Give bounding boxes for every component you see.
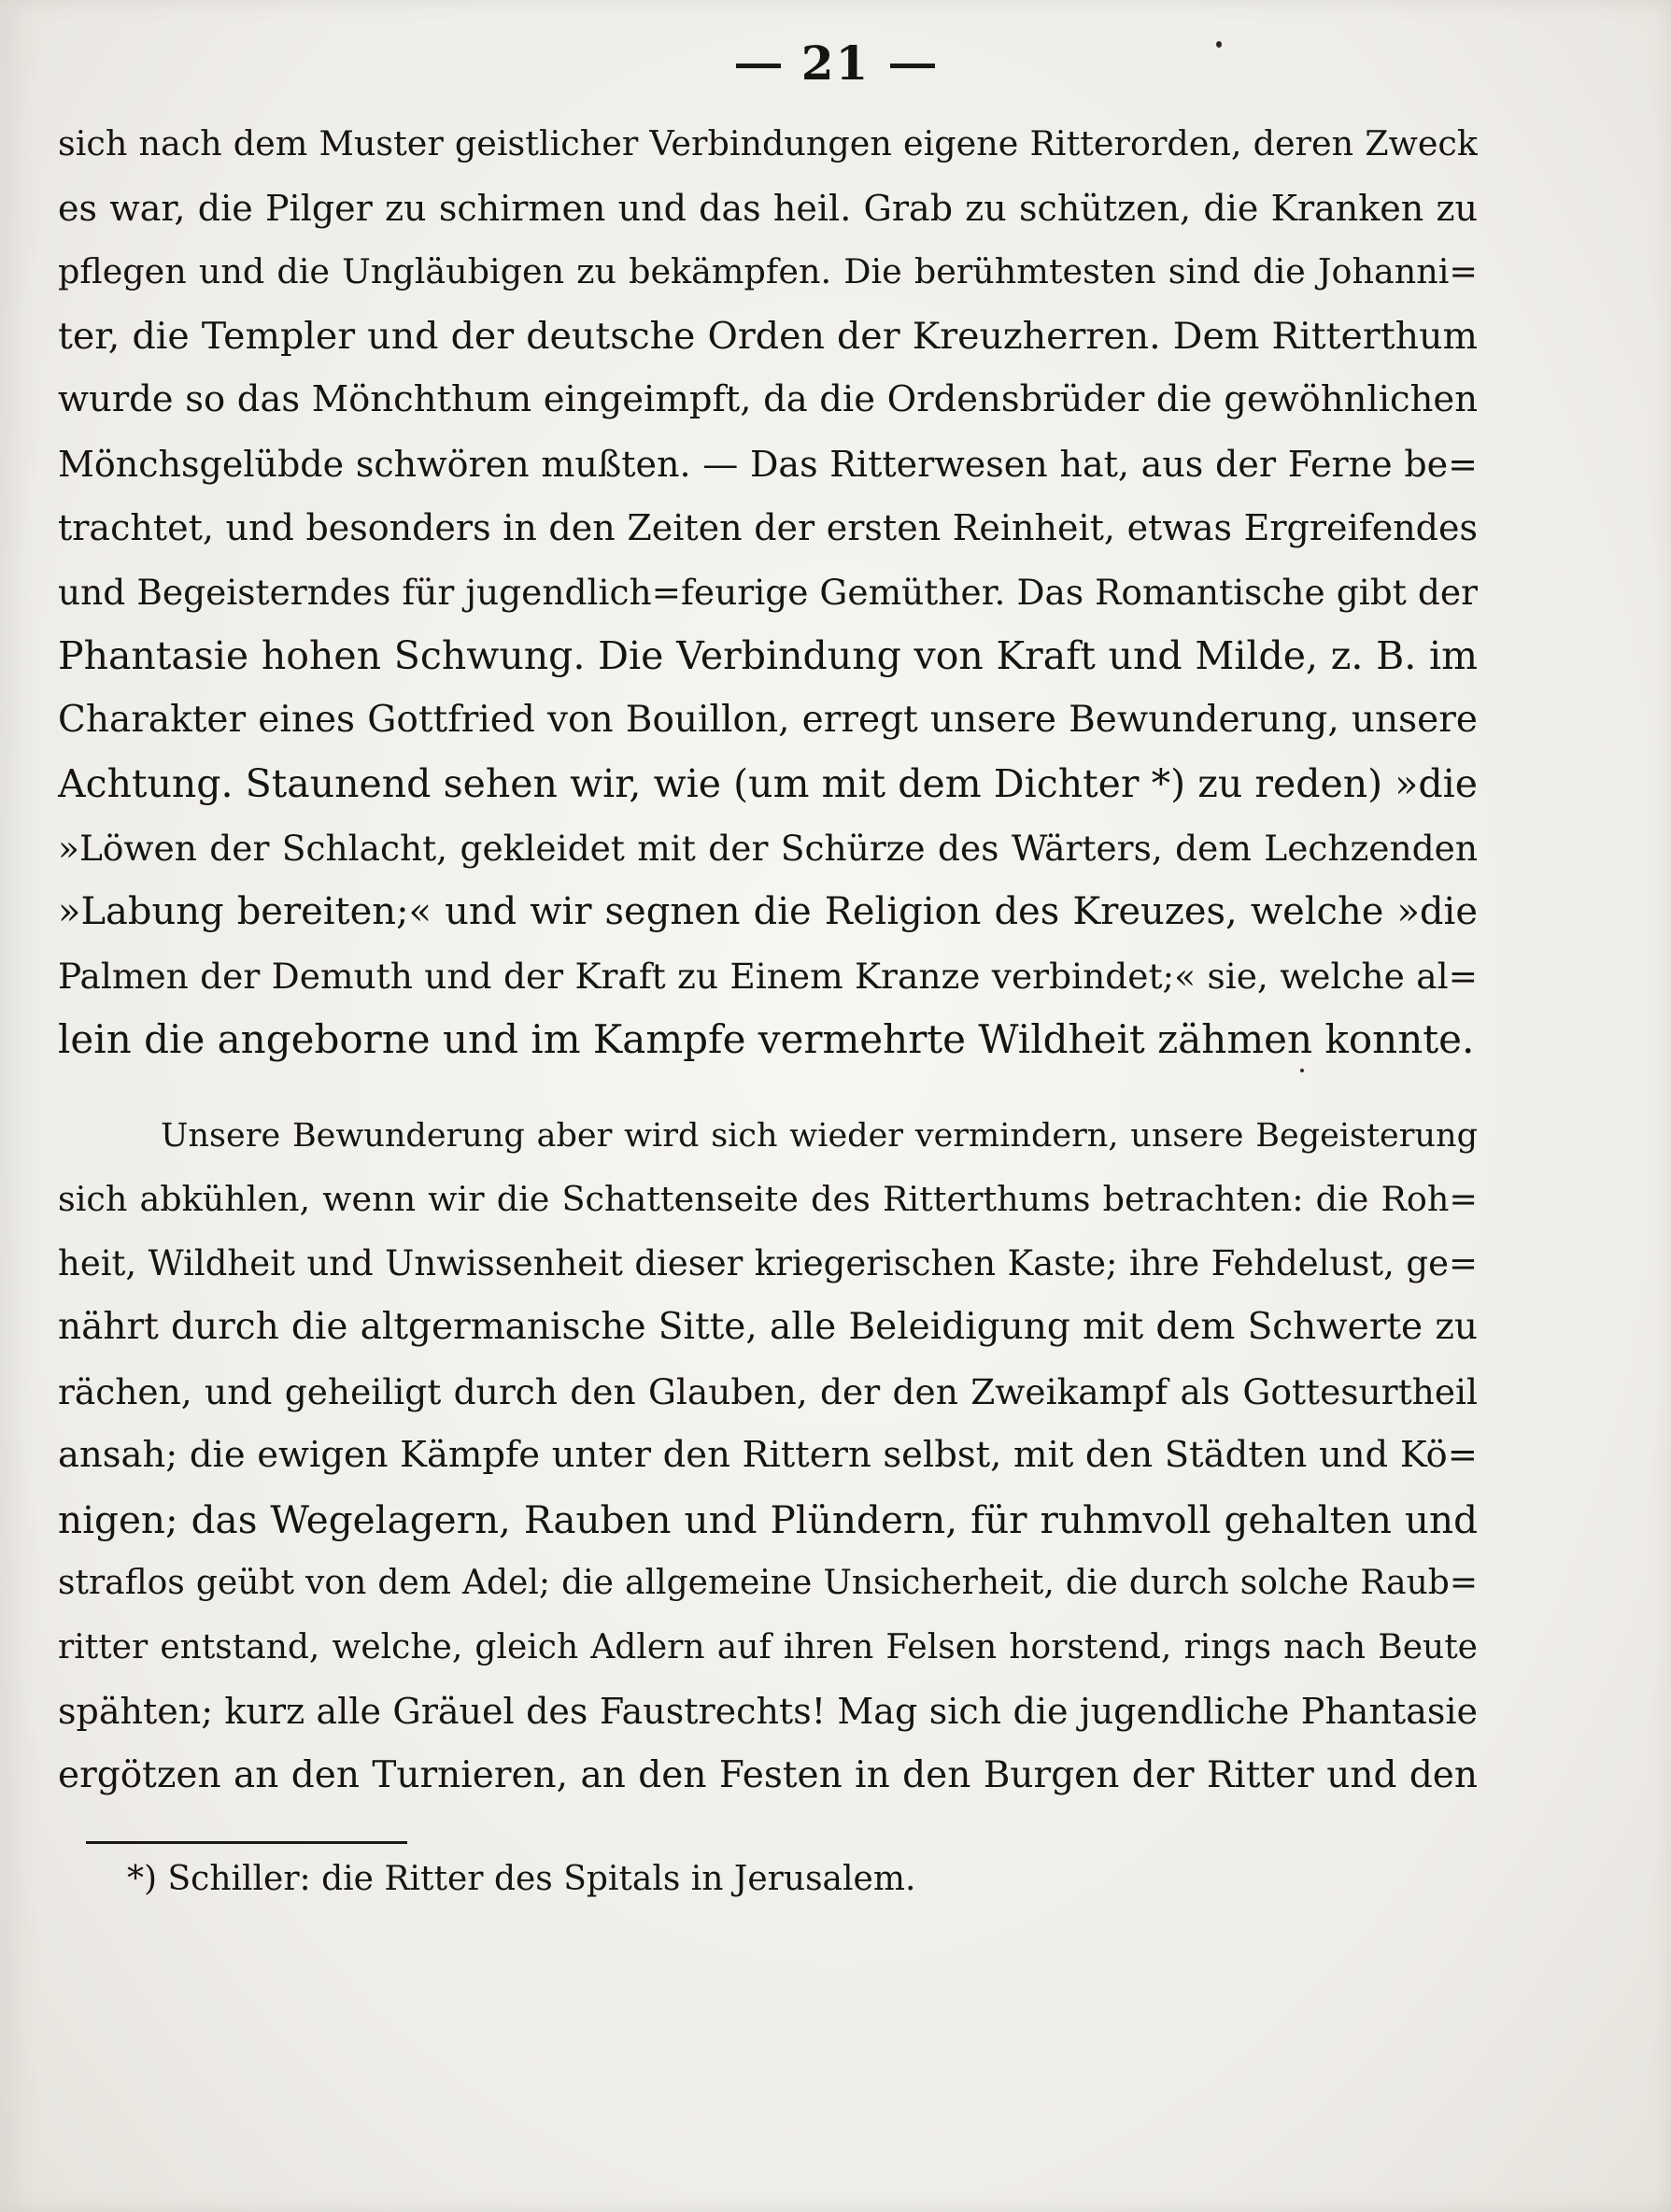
text-line: ansah; die ewigen Kämpfe unter den Rittern selbst, mit den Städten und Kö= — [58, 1434, 1478, 1476]
footnote-rule — [86, 1841, 407, 1844]
paragraph-2 — [58, 1104, 1478, 1808]
text-line: straflos geübt von dem Adel; die allgemeine Unsicherheit, die durch solche Raub= — [58, 1564, 1478, 1602]
text-line: Unsere Bewunderung aber wird sich wieder vermindern, unsere Begeisterung — [161, 1116, 1478, 1155]
page-number-header — [0, 35, 1671, 91]
footnote: *) Schiller: die Ritter des Spitals in Jerusalem. — [127, 1860, 916, 1898]
text-line: nigen; das Wegelagern, Rauben und Plündern, für ruhmvoll gehalten und — [58, 1496, 1478, 1542]
text-line: nährt durch die altgermanische Sitte, alle Beleidigung mit dem Schwerte zu — [58, 1306, 1478, 1348]
text-line: und Begeisterndes für jugendlich=feurige Gemüther. Das Romantische gibt der — [58, 571, 1478, 613]
text-line: wurde so das Mönchthum eingeimpft, da die Ordensbrüder die gewöhnlichen — [58, 378, 1478, 420]
page-number: 21 — [800, 35, 871, 91]
text-line: sich abkühlen, wenn wir die Schattenseite des Ritterthums betrachten: die Roh= — [58, 1179, 1478, 1219]
text-line: sich nach dem Muster geistlicher Verbindungen eigene Ritterorden, deren Zweck — [58, 123, 1478, 163]
text-line: ter, die Templer und der deutsche Orden der Kreuzherren. Dem Ritterthum — [58, 314, 1478, 358]
body-text — [58, 112, 1478, 1808]
text-line: trachtet, und besonders in den Zeiten der ersten Reinheit, etwas Ergreifendes — [58, 507, 1478, 548]
text-line: ergötzen an den Turnieren, an den Festen in den Burgen der Ritter und den — [58, 1753, 1478, 1796]
text-line: Mönchsgelübde schwören mußten. — Das Ritterwesen hat, aus der Ferne be= — [58, 443, 1478, 485]
left-dash — [736, 64, 781, 68]
text-line: Achtung. Staunend sehen wir, wie (um mit dem Dichter *) zu reden) »die — [58, 761, 1478, 806]
text-line: rächen, und geheiligt durch den Glauben, der den Zweikampf als Gottesurtheil — [58, 1370, 1478, 1412]
ink-speck — [1300, 1069, 1304, 1072]
text-line: Phantasie hohen Schwung. Die Verbindung von Kraft und Milde, z. B. im — [58, 633, 1478, 678]
text-line: Palmen der Demuth und der Kraft zu Einem Kranze verbindet;« sie, welche al= — [58, 955, 1478, 997]
text-line: »Löwen der Schlacht, gekleidet mit der Schürze des Wärters, dem Lechzenden — [58, 827, 1478, 869]
right-dash — [890, 64, 935, 68]
paragraph-1 — [58, 112, 1478, 1072]
text-line: spähten; kurz alle Gräuel des Faustrechts! Mag sich die jugendliche Phantasie — [58, 1691, 1478, 1732]
ink-speck — [1216, 41, 1222, 48]
text-line: heit, Wildheit und Unwissenheit dieser kriegerischen Kaste; ihre Fehdelust, ge= — [58, 1242, 1478, 1283]
text-line: Charakter eines Gottfried von Bouillon, erregt unsere Bewunderung, unsere — [58, 698, 1478, 741]
text-line: lein die angeborne und im Kampfe vermehrte Wildheit zähmen konnte. — [58, 1016, 1475, 1062]
text-line: pflegen und die Ungläubigen zu bekämpfen. Die berühmtesten sind die Johanni= — [58, 251, 1478, 291]
text-line: »Labung bereiten;« und wir segnen die Religion des Kreuzes, welche »die — [58, 890, 1478, 933]
text-line: ritter entstand, welche, gleich Adlern auf ihren Felsen horstend, rings nach Beute — [58, 1627, 1478, 1666]
text-line: es war, die Pilger zu schirmen und das heil. Grab zu schützen, die Kranken zu — [58, 187, 1478, 229]
